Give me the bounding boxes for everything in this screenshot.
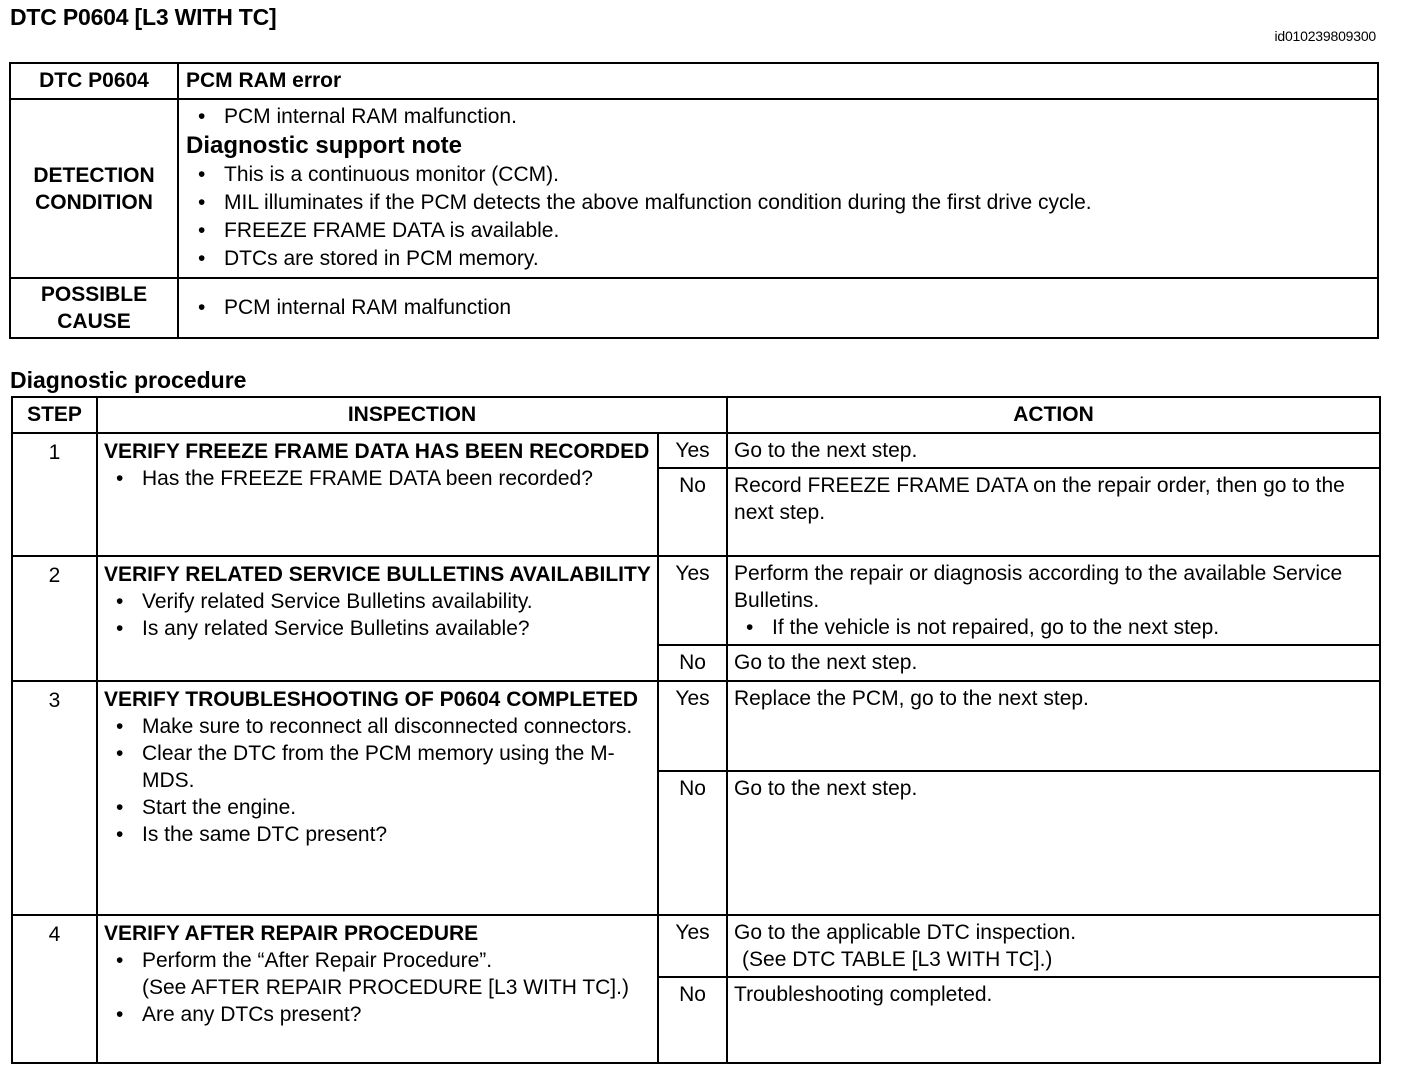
step-number: 4 [12,915,97,1063]
support-note-item: • MIL illuminates if the PCM detects the above malfunction condition during the first drive cycle. [186,189,1371,217]
support-note-item: • FREEZE FRAME DATA is available. [186,217,1371,245]
step-number: 2 [12,556,97,681]
yes-label: Yes [658,681,727,771]
support-note-item: • DTCs are stored in PCM memory. [186,245,1371,273]
yes-action-text: Go to the applicable DTC inspection. [734,921,1077,944]
no-action: Troubleshooting completed. [727,977,1380,1063]
no-label: No [658,468,727,556]
inspection-bullet: • Start the engine. [104,794,651,821]
inspection-bullet [104,947,651,1001]
detection-condition-content [178,99,1378,278]
cause-label-line1: POSSIBLE [40,283,148,306]
inspection-bullet: • Are any DTCs present? [104,1001,651,1028]
detection-label-line1: DETECTION [33,163,155,187]
inspection-bullet: • Verify related Service Bulletins availability. [104,588,651,615]
inspection-bullet: • Clear the DTC from the PCM memory using the M-MDS. [104,740,651,794]
yes-action [727,556,1380,645]
step-inspection [97,433,658,556]
procedure-header-row [12,397,1380,433]
yes-label: Yes [658,433,727,468]
page-title: DTC P0604 [L3 WITH TC] [10,4,277,30]
step-number: 3 [12,681,97,915]
action-sub-bullet: • If the vehicle is not repaired, go to the next step. [734,614,1373,641]
possible-cause-row [10,278,1378,338]
no-label: No [658,771,727,915]
support-note-heading: Diagnostic support note [186,132,462,159]
cause-bullet: • PCM internal RAM malfunction [186,294,1371,322]
yes-action-reference: (See DTC TABLE [L3 WITH TC].) [742,948,1053,971]
step-heading: VERIFY FREEZE FRAME DATA HAS BEEN RECORDED [104,440,650,463]
diagnostic-procedure-table [11,396,1381,1064]
step-heading: VERIFY AFTER REPAIR PROCEDURE [104,922,479,945]
table-row [12,915,1380,977]
inspection-bullet: • Make sure to reconnect all disconnected connectors. [104,713,651,740]
detection-label-line2: CONDITION [35,190,153,214]
dtc-code-label: DTC P0604 [10,63,178,99]
table-row [12,433,1380,468]
step-inspection [97,915,658,1063]
inspection-bullet-text: Perform the “After Repair Procedure”. [142,949,493,972]
dtc-description: PCM RAM error [178,63,1378,99]
support-note-item: • This is a continuous monitor (CCM). [186,161,1371,189]
table-row [12,556,1380,645]
step-number: 1 [12,433,97,556]
yes-action: Replace the PCM, go to the next step. [727,681,1380,771]
yes-label: Yes [658,556,727,645]
dtc-info-table [9,62,1379,339]
procedure-title: Diagnostic procedure [10,367,247,393]
step-heading: VERIFY RELATED SERVICE BULLETINS AVAILABILITY [104,563,651,586]
column-header-step: STEP [12,397,97,433]
step-inspection [97,681,658,915]
inspection-bullet: • Is any related Service Bulletins available? [104,615,651,642]
no-label: No [658,645,727,681]
detection-bullet: • PCM internal RAM malfunction. [186,103,1371,131]
detection-condition-row [10,99,1378,278]
support-note-list [186,161,1371,273]
no-action: Go to the next step. [727,771,1380,915]
no-label: No [658,977,727,1063]
detection-condition-label [10,99,178,278]
yes-action-text: Perform the repair or diagnosis according to the available Service Bulletins. [734,562,1343,612]
possible-cause-label [10,278,178,338]
no-action: Record FREEZE FRAME DATA on the repair order, then go to the next step. [727,468,1380,556]
inspection-bullet: • Is the same DTC present? [104,821,651,848]
inspection-bullet: • Has the FREEZE FRAME DATA been recorded? [104,465,651,492]
inspection-bullet-reference: (See AFTER REPAIR PROCEDURE [L3 WITH TC].) [142,976,629,999]
dtc-row [10,63,1378,99]
step-inspection [97,556,658,681]
column-header-inspection: INSPECTION [97,397,727,433]
no-action: Go to the next step. [727,645,1380,681]
yes-action: Go to the next step. [727,433,1380,468]
column-header-action: ACTION [727,397,1380,433]
cause-label-line2: CAUSE [57,310,131,333]
possible-cause-content [178,278,1378,338]
yes-label: Yes [658,915,727,977]
table-row [12,681,1380,771]
document-id: id010239809300 [1274,28,1376,44]
step-heading: VERIFY TROUBLESHOOTING OF P0604 COMPLETED [104,688,639,711]
yes-action [727,915,1380,977]
